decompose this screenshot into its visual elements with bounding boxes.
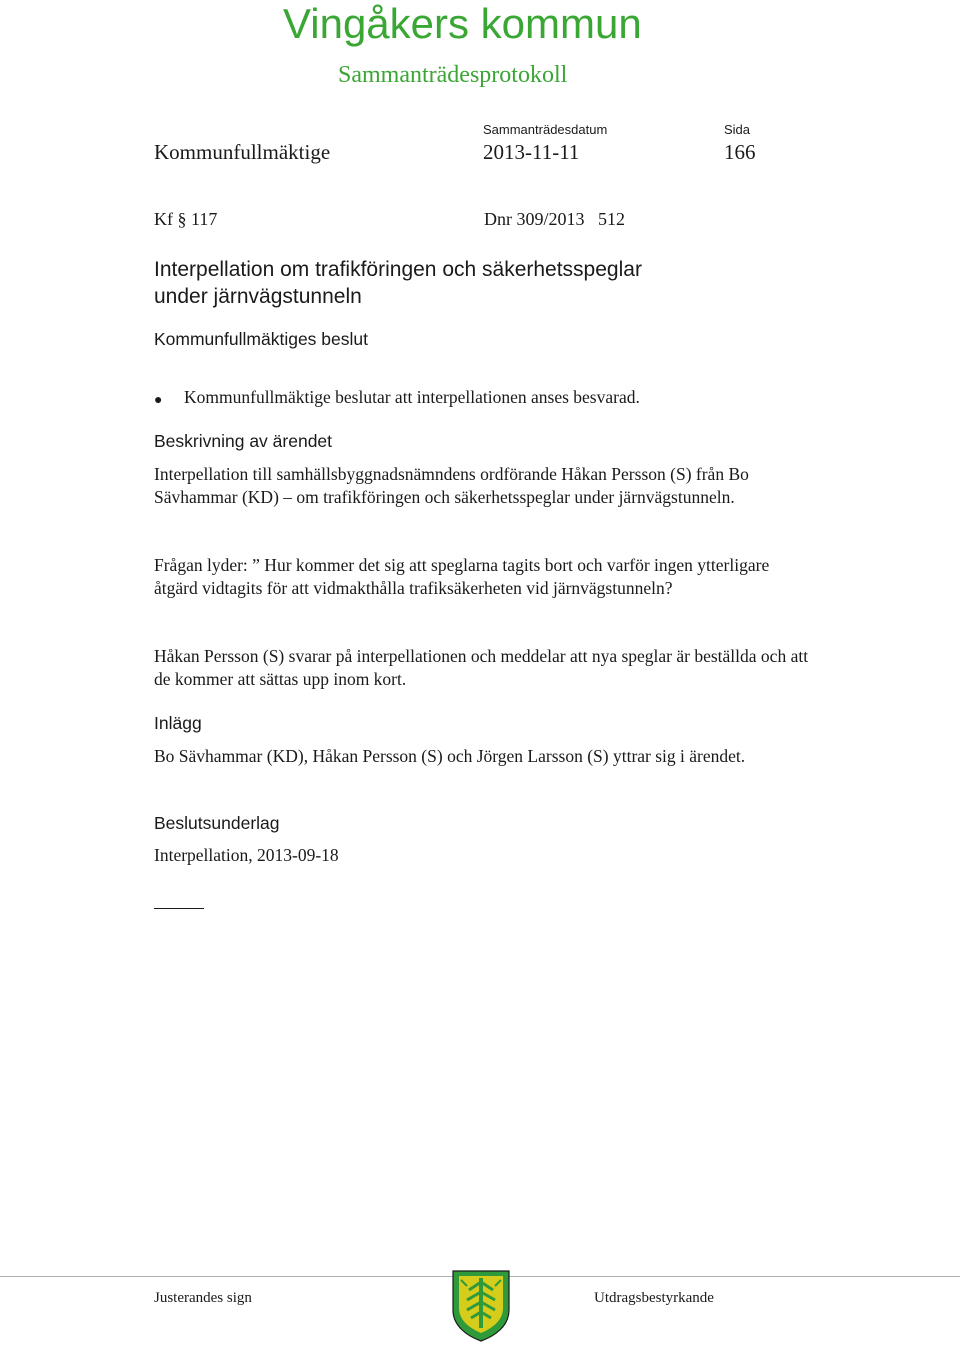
municipal-coat-of-arms-icon (449, 1268, 513, 1342)
page-label: Sida (724, 122, 751, 137)
body-name: Kommunfullmäktige (154, 140, 331, 164)
decision-item: Kommunfullmäktige beslutar att interpellationen anses besvarad. (184, 387, 640, 407)
footer-utdragsbestyrkande: Utdragsbestyrkande (594, 1290, 714, 1306)
bullet-icon: ● (154, 393, 163, 408)
description-paragraph-2: Frågan lyder: ” Hur kommer det sig att speglarna tagits bort och varför ingen ytterligare åtgärd vidtagits för att vidmakthålla trafiksäkerheten vid järnvägstunneln? (154, 555, 770, 598)
description-heading: Beskrivning av ärendet (154, 431, 333, 451)
document-type: Sammanträdesprotokoll (338, 62, 568, 88)
underlag-heading: Beslutsunderlag (154, 813, 280, 833)
underlag-text: Interpellation, 2013-09-18 (154, 845, 339, 865)
description-paragraph-3: Håkan Persson (S) svarar på interpellationen och meddelar att nya speglar är beställda och att de kommer att sättas upp inom kort. (154, 646, 809, 689)
date-label: Sammanträdesdatum (483, 122, 608, 137)
case-title-line-1: Interpellation om trafikföringen och säkerhetsspeglar (154, 258, 642, 281)
inlagg-text: Bo Sävhammar (KD), Håkan Persson (S) och Jörgen Larsson (S) yttrar sig i ärendet. (154, 746, 746, 766)
meeting-date: 2013-11-11 (483, 140, 580, 164)
diary-number: Dnr 309/2013 512 (484, 209, 625, 229)
case-title-line-2: under järnvägstunneln (154, 285, 362, 308)
case-title (154, 256, 854, 310)
page-number: 166 (724, 140, 756, 164)
paragraph-number: Kf § 117 (154, 209, 218, 229)
description-paragraph-1: Interpellation till samhällsbyggnadsnämndens ordförande Håkan Persson (S) från Bo Sävhammar (KD) – om trafikföringen och säkerhetsspeglar under järnvägstunneln. (154, 464, 749, 507)
municipality-name: Vingåkers kommun (283, 0, 642, 47)
inlagg-heading: Inlägg (154, 713, 202, 733)
footer-justerandes-sign: Justerandes sign (154, 1290, 252, 1306)
decision-heading: Kommunfullmäktiges beslut (154, 329, 368, 349)
end-rule (154, 908, 204, 909)
